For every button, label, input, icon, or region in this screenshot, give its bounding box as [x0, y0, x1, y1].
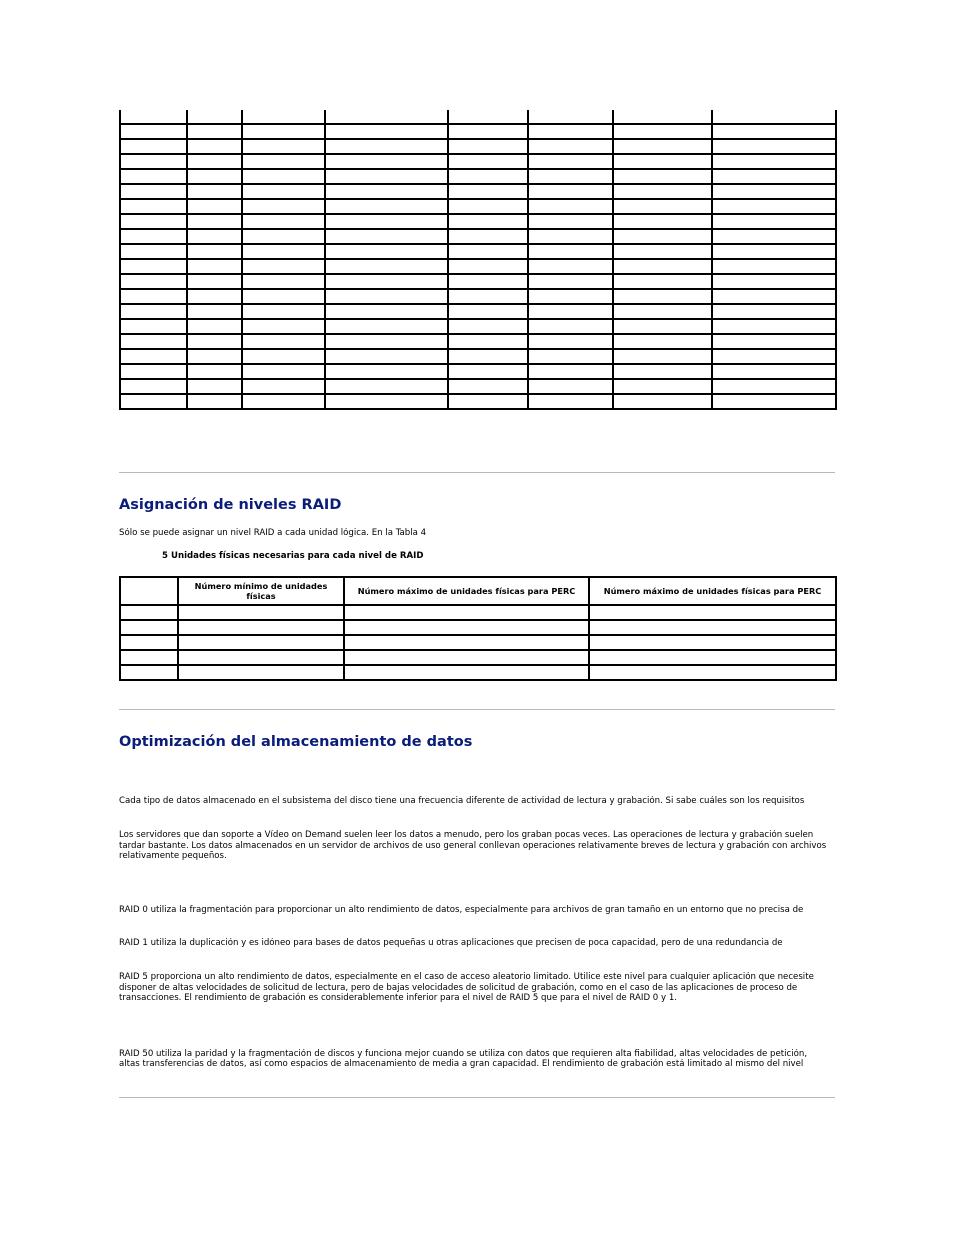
section-divider [119, 709, 835, 710]
table-cell [528, 319, 613, 334]
table-cell [712, 184, 836, 199]
table-cell [120, 379, 187, 394]
table-cell [242, 379, 325, 394]
table-cell [448, 334, 528, 349]
table-cell [448, 364, 528, 379]
table-cell [242, 364, 325, 379]
table-cell [589, 605, 836, 620]
table-row [120, 110, 836, 124]
table-cell [120, 259, 187, 274]
header-min-drives: Número mínimo de unidades físicas [178, 577, 344, 605]
table-cell [242, 274, 325, 289]
table-cell [325, 244, 448, 259]
table-cell [448, 169, 528, 184]
table-cell [613, 334, 712, 349]
table-cell [613, 304, 712, 319]
table-cell [528, 184, 613, 199]
table-cell [187, 154, 242, 169]
table-cell [448, 110, 528, 124]
table-row [120, 154, 836, 169]
table-cell [528, 304, 613, 319]
paragraph-raid50-line1: RAID 50 utiliza la paridad y la fragmentación de discos y funciona mejor cuando se utiliza con datos que requieren alta fiabilidad, altas velocidades de petición, [119, 1049, 808, 1059]
table-cell [242, 229, 325, 244]
table-cell [120, 139, 187, 154]
table-row [120, 244, 836, 259]
table-cell [187, 184, 242, 199]
table-row [120, 214, 836, 229]
table-cell [187, 289, 242, 304]
table-row [120, 139, 836, 154]
table-cell [120, 110, 187, 124]
table-cell [613, 319, 712, 334]
table-row [120, 229, 836, 244]
table-cell [325, 274, 448, 289]
table-cell [712, 199, 836, 214]
table-cell [120, 214, 187, 229]
table-cell [448, 199, 528, 214]
table-cell [528, 274, 613, 289]
table-cell [187, 199, 242, 214]
table-cell [448, 154, 528, 169]
table-cell [712, 379, 836, 394]
table-cell [120, 184, 187, 199]
table-cell [528, 154, 613, 169]
table-cell [325, 289, 448, 304]
table-cell [528, 379, 613, 394]
table-cell [613, 349, 712, 364]
table-cell [528, 394, 613, 409]
table-cell [613, 139, 712, 154]
table-cell [187, 259, 242, 274]
table-cell [325, 214, 448, 229]
table-cell [120, 620, 178, 635]
table-cell [613, 124, 712, 139]
table-cell [528, 169, 613, 184]
table-cell [712, 214, 836, 229]
table-cell [712, 319, 836, 334]
table-cell [187, 139, 242, 154]
section-heading-optimization: Optimización del almacenamiento de datos [119, 734, 473, 750]
table-row [120, 620, 836, 635]
table-cell [528, 244, 613, 259]
table-cell [187, 334, 242, 349]
table-cell [448, 124, 528, 139]
section-heading-raid: Asignación de niveles RAID [119, 497, 342, 513]
table-cell [712, 154, 836, 169]
table-cell [712, 289, 836, 304]
table-cell [712, 110, 836, 124]
table-cell [613, 184, 712, 199]
table-cell [613, 110, 712, 124]
table-row [120, 319, 836, 334]
table-cell [242, 139, 325, 154]
raid-drives-table [119, 576, 837, 681]
table-cell [448, 349, 528, 364]
table-cell [120, 650, 178, 665]
table-cell [242, 394, 325, 409]
table-cell [242, 289, 325, 304]
table-cell [613, 199, 712, 214]
table-cell [187, 304, 242, 319]
table-cell [178, 650, 344, 665]
table-cell [178, 605, 344, 620]
table-cell [613, 259, 712, 274]
table-cell [528, 289, 613, 304]
table-row [120, 184, 836, 199]
table-cell [120, 229, 187, 244]
table-cell [448, 274, 528, 289]
table-cell [120, 334, 187, 349]
table-cell [613, 214, 712, 229]
table-cell [187, 169, 242, 184]
table-cell [242, 304, 325, 319]
table-cell [613, 379, 712, 394]
table-cell [242, 334, 325, 349]
table-cell [448, 214, 528, 229]
table-row [120, 665, 836, 680]
table-row [120, 334, 836, 349]
table-cell [187, 379, 242, 394]
table-cell [325, 259, 448, 274]
table-cell [712, 334, 836, 349]
table-cell [613, 289, 712, 304]
table-cell [712, 229, 836, 244]
table-row [120, 124, 836, 139]
table-cell [120, 244, 187, 259]
header-raid-level [120, 577, 178, 605]
table-cell [242, 244, 325, 259]
header-max-drives-perc-a: Número máximo de unidades físicas para PERC [344, 577, 589, 605]
table-cell [120, 124, 187, 139]
table-cell [242, 349, 325, 364]
table-cell [187, 244, 242, 259]
table-cell [528, 349, 613, 364]
table-row [120, 304, 836, 319]
table-cell [325, 334, 448, 349]
table-cell [528, 229, 613, 244]
table-cell [344, 665, 589, 680]
table-cell [120, 364, 187, 379]
paragraph-requirements: Cada tipo de datos almacenado en el subsistema del disco tiene una frecuencia diferente de actividad de lectura y grabación. Si sabe cuáles son los requisitos [119, 796, 805, 806]
table-cell [613, 364, 712, 379]
table-cell [712, 274, 836, 289]
table-cell [242, 110, 325, 124]
table-caption: 5 Unidades físicas necesarias para cada nivel de RAID [162, 551, 424, 561]
table-cell [187, 349, 242, 364]
paragraph-video-on-demand: Los servidores que dan soporte a Vídeo on Demand suelen leer los datos a menudo, pero los graban pocas veces. Las operaciones de lectura y grabación suelen tardar bastante. Los datos almacenados en un servidor de archivos de uso general conllevan operaciones relativamente breves de lectura y grabación con archivos relativamente pequeños. [119, 830, 827, 861]
table-row [120, 650, 836, 665]
table-cell [528, 214, 613, 229]
table-cell [325, 304, 448, 319]
table-cell [589, 620, 836, 635]
paragraph-raid1: RAID 1 utiliza la duplicación y es idóneo para bases de datos pequeñas u otras aplicaciones que precisen de poca capacidad, pero de una redundancia de [119, 938, 783, 948]
table-cell [448, 379, 528, 394]
table-row [120, 274, 836, 289]
table-cell [120, 304, 187, 319]
table-cell [120, 394, 187, 409]
table-cell [712, 259, 836, 274]
table-cell [178, 635, 344, 650]
raid-intro-text: Sólo se puede asignar un nivel RAID a cada unidad lógica. En la Tabla 4 [119, 528, 427, 538]
table-cell [448, 244, 528, 259]
table-cell [120, 199, 187, 214]
table-cell [712, 349, 836, 364]
table-cell [242, 319, 325, 334]
paragraph-raid50-line2: altas transferencias de datos, así como espacios de almacenamiento de media a gran capacidad. El rendimiento de grabación está limitado al mismo del nivel [119, 1059, 804, 1069]
table-cell [325, 364, 448, 379]
table-cell [344, 620, 589, 635]
table-cell [242, 214, 325, 229]
table-cell [178, 665, 344, 680]
table-cell [120, 289, 187, 304]
table-cell [589, 665, 836, 680]
table-cell [589, 650, 836, 665]
table-cell [589, 635, 836, 650]
table-cell [528, 259, 613, 274]
table-header-row [120, 577, 836, 605]
table-row [120, 605, 836, 620]
table-cell [120, 349, 187, 364]
table-cell [325, 124, 448, 139]
table-cell [528, 334, 613, 349]
table-cell [448, 139, 528, 154]
table-row [120, 349, 836, 364]
continued-table [119, 110, 837, 410]
table-cell [325, 169, 448, 184]
table-cell [448, 229, 528, 244]
table-cell [448, 259, 528, 274]
table-cell [613, 154, 712, 169]
table-cell [712, 364, 836, 379]
table-cell [528, 110, 613, 124]
table-cell [528, 124, 613, 139]
table-cell [242, 259, 325, 274]
table-cell [187, 214, 242, 229]
table-cell [712, 244, 836, 259]
table-row [120, 199, 836, 214]
table-cell [187, 319, 242, 334]
paragraph-raid5: RAID 5 proporciona un alto rendimiento de datos, especialmente en el caso de acceso aleatorio limitado. Utilice este nivel para cualquier aplicación que necesite disponer de altas velocidades de solicitud de lectura, pero de bajas velocidades de solicitud de grabación, como en el caso de las aplicaciones de proceso de transacciones. El rendimiento de grabación es considerablemente inferior para el nivel de RAID 5 que para el nivel de RAID 0 y 1. [119, 972, 814, 1003]
table-cell [448, 319, 528, 334]
table-cell [325, 319, 448, 334]
table-cell [712, 124, 836, 139]
table-cell [325, 199, 448, 214]
table-cell [528, 199, 613, 214]
table-cell [344, 650, 589, 665]
table-cell [712, 169, 836, 184]
table-cell [120, 154, 187, 169]
table-cell [448, 394, 528, 409]
table-cell [242, 124, 325, 139]
table-cell [613, 394, 712, 409]
table-cell [242, 199, 325, 214]
table-cell [325, 154, 448, 169]
table-cell [325, 394, 448, 409]
table-cell [242, 169, 325, 184]
table-cell [120, 274, 187, 289]
table-row [120, 169, 836, 184]
table-cell [448, 289, 528, 304]
table-cell [187, 364, 242, 379]
table-cell [712, 139, 836, 154]
table-cell [613, 229, 712, 244]
table-cell [528, 139, 613, 154]
table-cell [325, 110, 448, 124]
table-cell [613, 169, 712, 184]
section-divider [119, 1097, 835, 1098]
table-cell [120, 605, 178, 620]
table-cell [242, 184, 325, 199]
table-cell [613, 244, 712, 259]
table-cell [187, 229, 242, 244]
table-row [120, 289, 836, 304]
table-cell [187, 124, 242, 139]
table-cell [448, 184, 528, 199]
table-cell [448, 304, 528, 319]
table-cell [120, 665, 178, 680]
table-row [120, 364, 836, 379]
table-cell [242, 154, 325, 169]
table-cell [325, 379, 448, 394]
table-cell [187, 274, 242, 289]
table-row [120, 635, 836, 650]
table-cell [528, 364, 613, 379]
table-cell [120, 635, 178, 650]
table-cell [344, 605, 589, 620]
table-cell [325, 349, 448, 364]
table-cell [178, 620, 344, 635]
table-cell [325, 184, 448, 199]
table-cell [120, 319, 187, 334]
header-max-drives-perc-b: Número máximo de unidades físicas para PERC [589, 577, 836, 605]
table-cell [325, 139, 448, 154]
table-cell [712, 394, 836, 409]
table-row [120, 259, 836, 274]
table-cell [344, 635, 589, 650]
section-divider [119, 472, 835, 473]
table-cell [712, 304, 836, 319]
table-cell [187, 110, 242, 124]
paragraph-raid0: RAID 0 utiliza la fragmentación para proporcionar un alto rendimiento de datos, especialmente para archivos de gran tamaño en un entorno que no precisa de [119, 905, 804, 915]
table-row [120, 394, 836, 409]
table-cell [187, 394, 242, 409]
table-cell [325, 229, 448, 244]
table-cell [120, 169, 187, 184]
table-row [120, 379, 836, 394]
table-cell [613, 274, 712, 289]
